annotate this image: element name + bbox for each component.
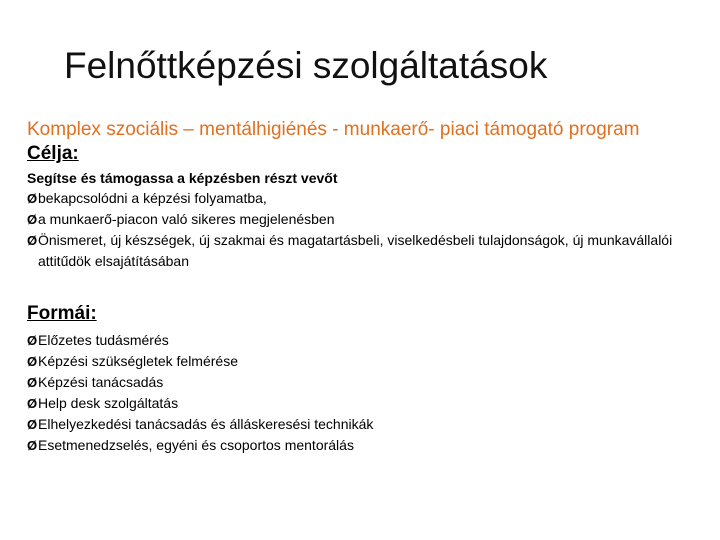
goal-heading: Célja: bbox=[27, 143, 79, 164]
list-item bbox=[27, 351, 695, 372]
list-item bbox=[27, 230, 695, 272]
spacer bbox=[27, 272, 695, 302]
goal-intro: Segítse és támogassa a képzésben részt vevőt bbox=[27, 170, 338, 186]
program-subtitle: Komplex szociális – mentálhigiénés - munkaerő- piaci támogató program bbox=[27, 119, 640, 140]
list-item-text: Önismeret, új készségek, új szakmai és magatartásbeli, viselkedésbeli tulajdonságok, új munkavállalói attitűdök elsajátításában bbox=[38, 232, 673, 269]
slide-body bbox=[27, 118, 695, 456]
arrow-bullet-icon: Ø bbox=[27, 396, 38, 411]
list-item-text: Help desk szolgáltatás bbox=[38, 395, 179, 411]
arrow-bullet-icon: Ø bbox=[27, 191, 38, 206]
forms-list bbox=[27, 330, 695, 456]
forms-heading: Formái: bbox=[27, 303, 97, 324]
list-item-text: Képzési szükségletek felmérése bbox=[38, 353, 238, 369]
list-item bbox=[27, 393, 695, 414]
list-item-text: Előzetes tudásmérés bbox=[38, 332, 169, 348]
list-item-text: Esetmenedzselés, egyéni és csoportos mentorálás bbox=[38, 437, 354, 453]
list-item bbox=[27, 209, 695, 230]
list-item-text: Képzési tanácsadás bbox=[38, 374, 164, 390]
list-item bbox=[27, 372, 695, 393]
arrow-bullet-icon: Ø bbox=[27, 354, 38, 369]
arrow-bullet-icon: Ø bbox=[27, 233, 38, 248]
arrow-bullet-icon: Ø bbox=[27, 417, 38, 432]
list-item bbox=[27, 435, 695, 456]
slide-title: Felnőttképzési szolgáltatások bbox=[64, 45, 548, 86]
list-item-text: bekapcsolódni a képzési folyamatba, bbox=[38, 190, 267, 206]
list-item bbox=[27, 188, 695, 209]
list-item-text: Elhelyezkedési tanácsadás és álláskeresési technikák bbox=[38, 416, 374, 432]
arrow-bullet-icon: Ø bbox=[27, 438, 38, 453]
list-item bbox=[27, 330, 695, 351]
list-item bbox=[27, 414, 695, 435]
goal-list bbox=[27, 188, 695, 272]
arrow-bullet-icon: Ø bbox=[27, 212, 38, 227]
arrow-bullet-icon: Ø bbox=[27, 375, 38, 390]
list-item-text: a munkaerő-piacon való sikeres megjelenésben bbox=[38, 211, 335, 227]
arrow-bullet-icon: Ø bbox=[27, 333, 38, 348]
